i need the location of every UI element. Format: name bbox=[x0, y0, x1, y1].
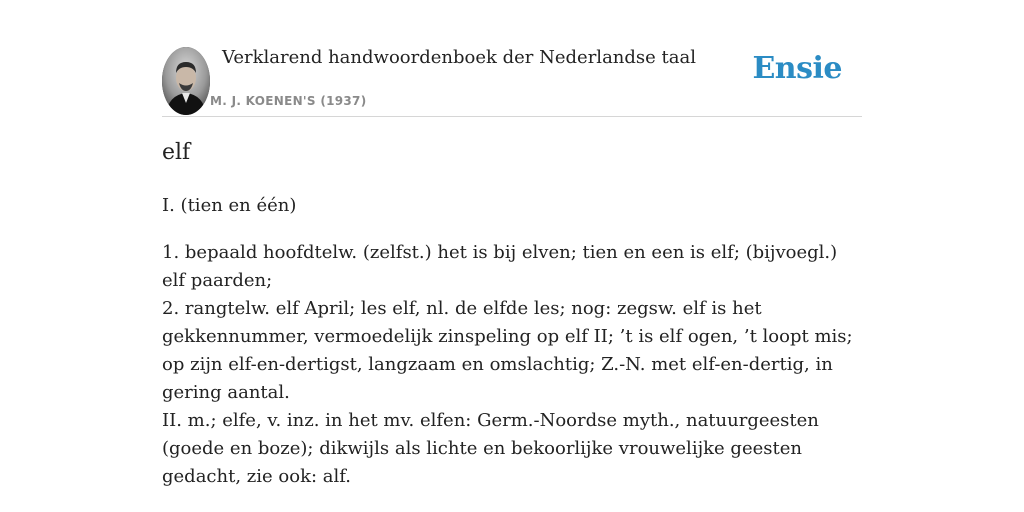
headword: elf bbox=[162, 140, 191, 165]
definition-item: 1. bepaald hoofdtelw. (zelfst.) het is bij elven; tien en een is elf; (bijvoegl.) elf paarden; bbox=[162, 242, 838, 291]
sense-two-text: II. m.; elfe, v. inz. in het mv. elfen: Germ.-Noordse myth., natuurgeesten (goede en boze); dikwijls als lichte en bekoorlijke vrouwelijke geesten gedacht, zie ook: alf. bbox=[162, 410, 819, 487]
definition-item: 2. rangtelw. elf April; les elf, nl. de elfde les; nog: zegsw. elf is het gekkennummer, vermoedelijk zinspeling op elf II; ’t is elf ogen, ’t loopt mis; op zijn elf-en-dertigst, langzaam en omslachtig; Z.-N. met elf-en-dertig, in gering aantal. bbox=[162, 298, 853, 403]
dictionary-author: M. J. KOENEN'S (1937) bbox=[210, 94, 367, 108]
ensie-logo-link[interactable]: Ensie bbox=[752, 51, 842, 86]
definition-list bbox=[162, 239, 862, 407]
entry-card bbox=[162, 0, 862, 487]
dictionary-header bbox=[162, 0, 862, 117]
sense-one-heading: I. (tien en één) bbox=[162, 195, 297, 216]
author-portrait-icon bbox=[162, 47, 210, 115]
dictionary-title: Verklarend handwoordenboek der Nederlandse taal bbox=[222, 47, 696, 68]
